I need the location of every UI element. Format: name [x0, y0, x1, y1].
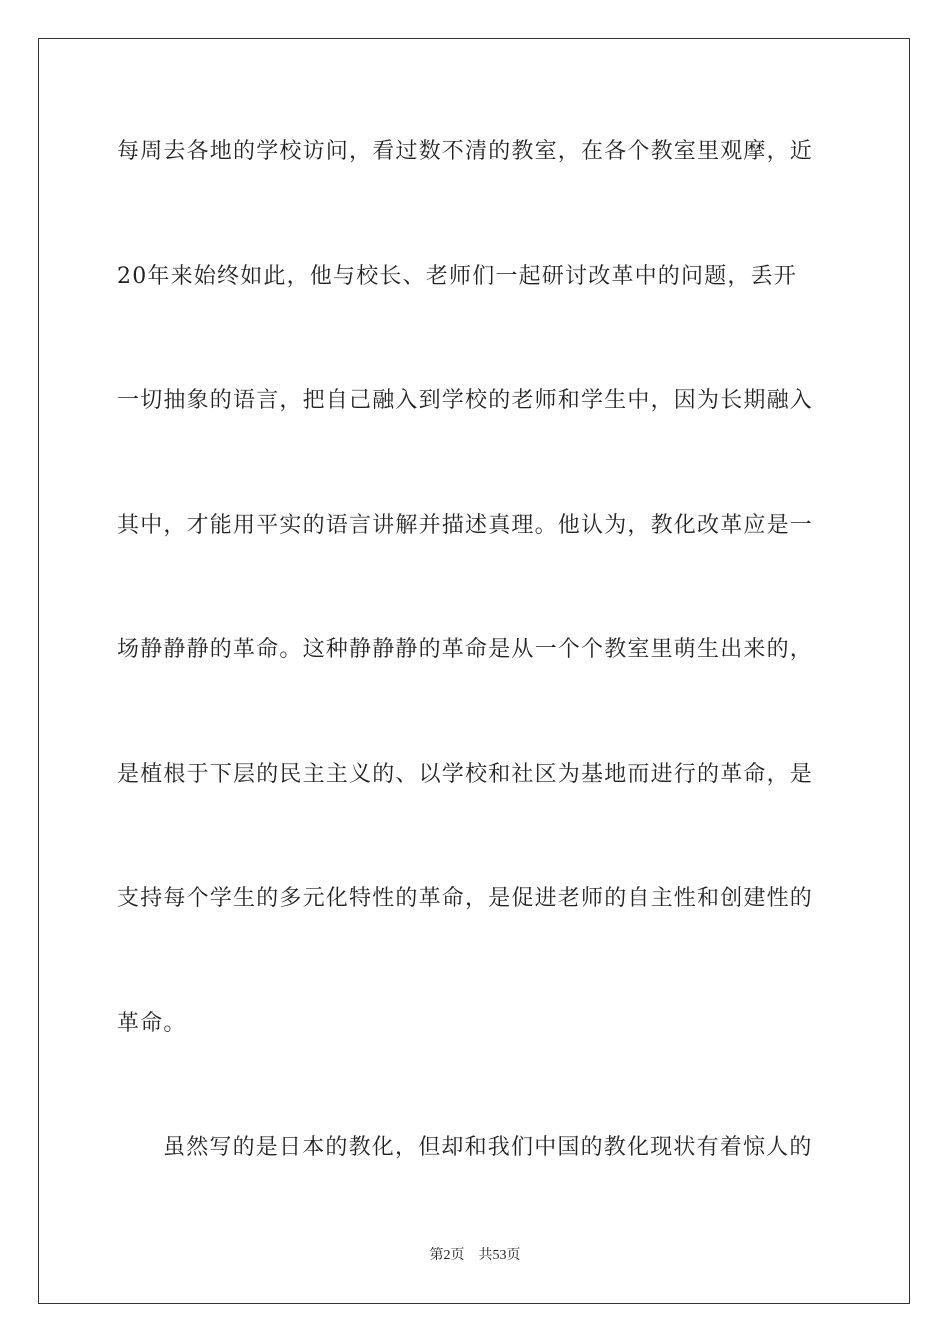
body-text-line: 其中，才能用平实的语言讲解并描述真理。他认为，教化改革应是一 [117, 513, 814, 538]
page-footer [0, 1246, 950, 1266]
body-text-line: 一切抽象的语言，把自己融入到学校的老师和学生中，因为长期融入 [117, 388, 814, 413]
body-text-line: 每周去各地的学校访问，看过数不清的教室，在各个教室里观摩，近 [117, 139, 814, 164]
body-text-line: 20年来始终如此，他与校长、老师们一起研讨改革中的问题，丢开 [117, 264, 797, 289]
page-number: 第2页 [429, 1248, 465, 1263]
body-text-line: 是植根于下层的民主主义的、以学校和社区为基地而进行的革命，是 [117, 762, 814, 787]
body-text-line: 场静静静的革命。这种静静静的革命是从一个个教室里萌生出来的， [117, 637, 814, 662]
total-pages: 共53页 [478, 1248, 521, 1263]
body-text-line: 革命。 [117, 1011, 187, 1036]
body-text-line-indented: 虽然写的是日本的教化，但却和我们中国的教化现状有着惊人的 [163, 1135, 813, 1160]
page-border [38, 38, 910, 1304]
body-text-line: 支持每个学生的多元化特性的革命，是促进老师的自主性和创建性的 [117, 886, 814, 911]
